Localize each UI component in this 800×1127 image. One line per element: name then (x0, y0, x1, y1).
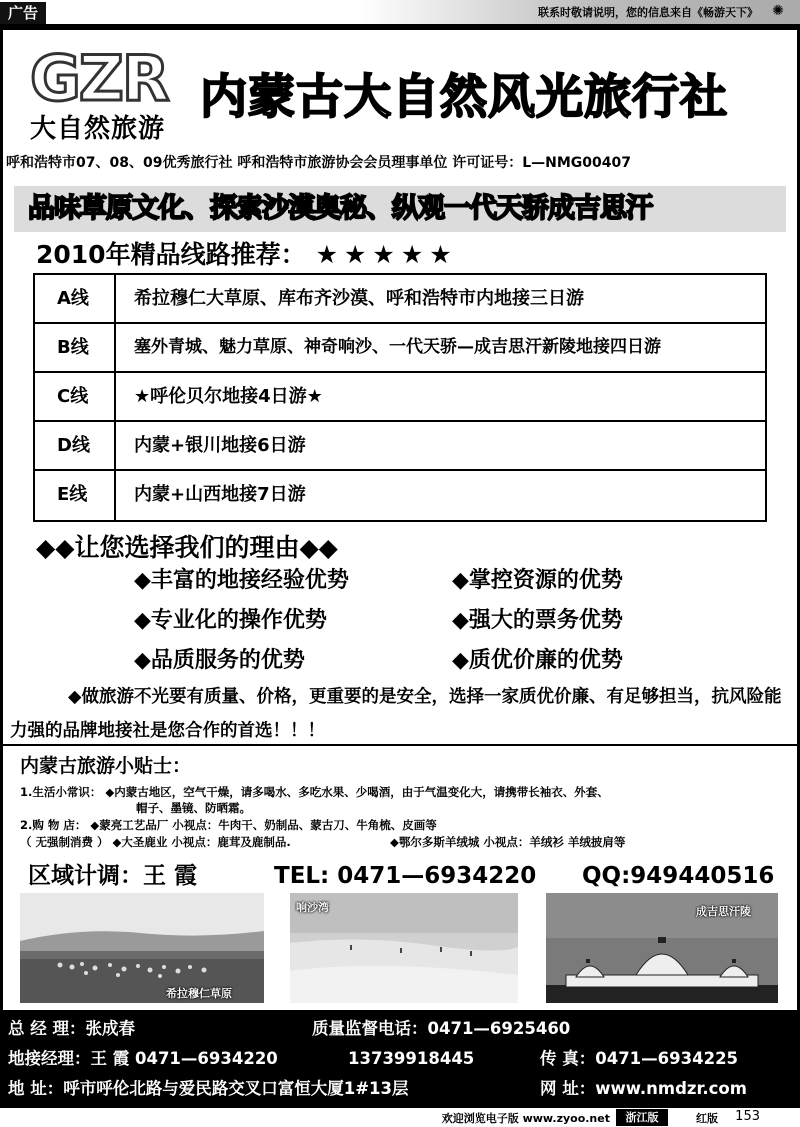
route-desc: 内蒙+山西地接7日游 (134, 484, 306, 505)
tips-title: 内蒙古旅游小贴士： (20, 755, 192, 777)
tip-line: 帽子、墨镜、防晒霜。 (136, 801, 251, 815)
contact-tel: TEL: 0471—6934220 (274, 863, 537, 889)
slogan: 品味草原文化、探索沙漠奥秘、纵观一代天骄成吉思汗 (28, 193, 652, 224)
quality-tel: 质量监督电话：0471—6925460 (312, 1019, 571, 1038)
routes-title (36, 238, 458, 272)
contact-footer (0, 1010, 800, 1108)
contact-qq: QQ:949440516 (582, 863, 775, 889)
route-desc: 希拉穆仁大草原、库布齐沙漠、呼和浩特市内地接三日游 (134, 288, 584, 309)
route-row (35, 422, 765, 471)
star-rating: ★★★★★ (315, 240, 458, 269)
contact-line (20, 858, 790, 894)
route-row (35, 275, 765, 324)
reason-item: ◆掌控资源的优势 (452, 568, 623, 593)
photo-grassland (20, 893, 264, 1003)
tip-line: 2.购 物 店： ◆蒙亮工艺品厂 小视点：牛肉干、奶制品、蒙古刀、牛角梳、皮画等 (20, 818, 437, 832)
footer-url-text: 欢迎浏览电子版 www.zyoo.net (441, 1112, 610, 1125)
route-code: E线 (35, 471, 116, 520)
route-row (35, 373, 765, 422)
reason-item: ◆品质服务的优势 (134, 648, 305, 673)
address: 地 址：呼市呼伦北路与爱民路交叉口富恒大厦1#13层 (8, 1079, 409, 1098)
photo-mausoleum (546, 893, 778, 1003)
photo-caption: 响沙湾 (296, 901, 329, 914)
route-code: A线 (35, 275, 116, 322)
route-row (35, 471, 765, 520)
route-row (35, 324, 765, 373)
agency-name: 内蒙古大自然风光旅行社 (200, 70, 728, 125)
edition-label: 红版 (696, 1112, 718, 1125)
website: 网 址：www.nmdzr.com (540, 1079, 747, 1098)
section-divider (3, 744, 797, 746)
logo-subtitle: 大自然旅游 (30, 114, 166, 144)
ad-tag: 广告 (0, 2, 46, 24)
photo-dunes (290, 893, 518, 1003)
reason-item: ◆质优价廉的优势 (452, 648, 623, 673)
route-code: D线 (35, 422, 116, 469)
page-number: 153 (735, 1109, 760, 1124)
route-code: C线 (35, 373, 116, 420)
reasons-title: ◆◆让您选择我们的理由◆◆ (36, 533, 338, 562)
top-bar (0, 0, 800, 24)
reason-item: ◆专业化的操作优势 (134, 608, 327, 633)
agency-logo (30, 44, 190, 148)
magazine-logo-icon: ✺ (772, 3, 784, 19)
route-desc: ★呼伦贝尔地接4日游★ (134, 386, 323, 407)
local-manager: 地接经理：王 霞 0471—6934220 (8, 1049, 278, 1068)
route-desc: 塞外青城、魅力草原、神奇响沙、一代天骄—成吉思汗新陵地接四日游 (134, 337, 661, 357)
logo-mark: GZR (30, 42, 168, 115)
tip-line: （ 无强制消费 ） ◆大圣鹿业 小视点：鹿茸及鹿制品. (20, 835, 291, 849)
general-manager: 总 经 理：张成春 (8, 1019, 135, 1038)
routes-table (33, 273, 767, 522)
photo-caption: 成吉思汗陵 (696, 905, 751, 918)
fax-number: 传 真：0471—6934225 (540, 1049, 739, 1068)
edition-badge: 浙江版 (616, 1109, 668, 1126)
tip-line: ◆鄂尔多斯羊绒城 小视点：羊绒衫 羊绒披肩等 (390, 835, 626, 849)
mobile-number: 13739918445 (348, 1049, 475, 1068)
reason-item: ◆丰富的地接经验优势 (134, 568, 349, 593)
routes-title-text: 2010年精品线路推荐： (36, 240, 306, 269)
page-footer (0, 1108, 800, 1127)
reason-item: ◆强大的票务优势 (452, 608, 623, 633)
credentials: 呼和浩特市07、08、09优秀旅行社 呼和浩特市旅游协会会员理事单位 许可证号：L—NMG00407 (6, 155, 631, 171)
route-desc: 内蒙+银川地接6日游 (134, 435, 306, 456)
region-coordinator: 区域计调：王 霞 (28, 863, 198, 889)
tip-line: 1.生活小常识： ◆内蒙古地区，空气干燥，请多喝水、多吃水果、少喝酒，由于气温变化大，请携带长袖衣、外套、 (20, 785, 609, 799)
route-code: B线 (35, 324, 116, 371)
source-note: 联系时敬请说明，您的信息来自《畅游天下》 (538, 6, 758, 19)
photo-caption: 希拉穆仁草原 (166, 987, 232, 1000)
safety-statement: ◆做旅游不光要有质量、价格，更重要的是安全，选择一家质优价廉、有足够担当，抗风险能力强的品牌地接社是您合作的首选！！！ (10, 687, 782, 741)
